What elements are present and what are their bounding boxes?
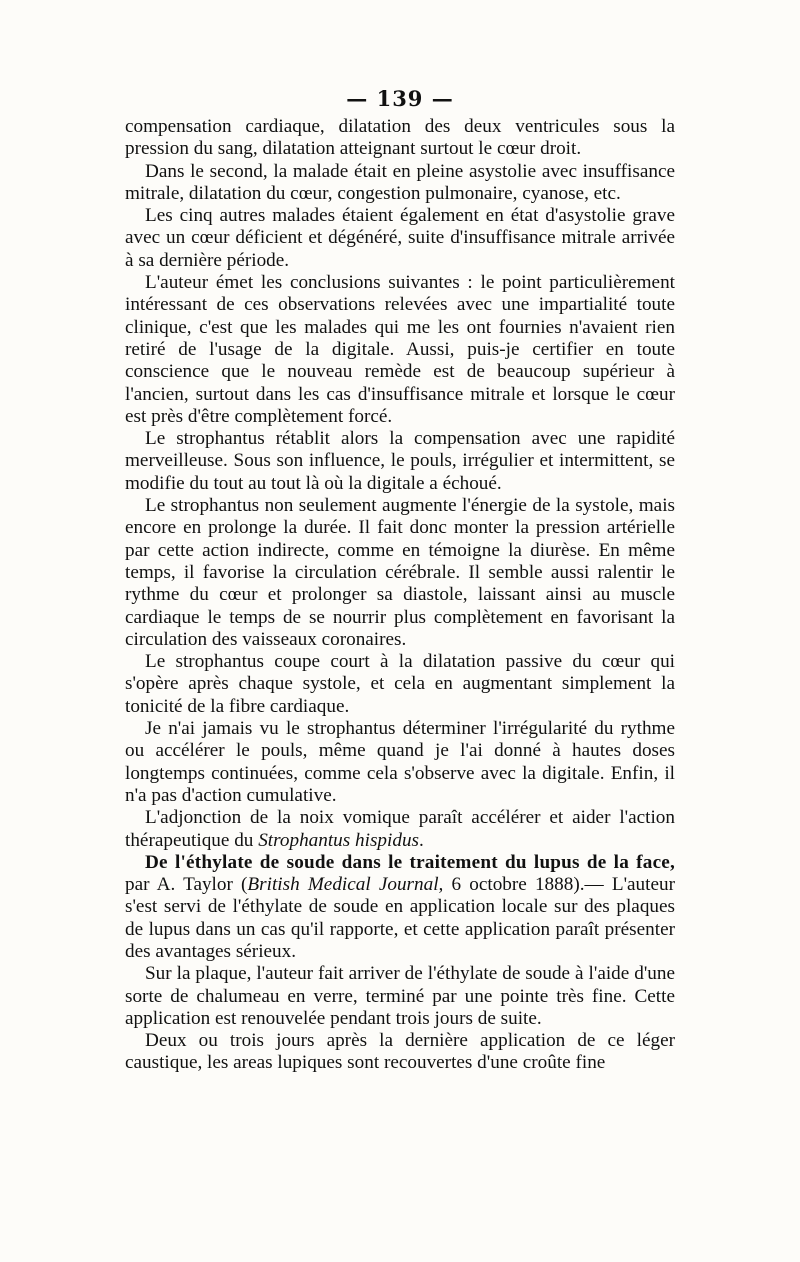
- paragraph-adjunction: [125, 807, 675, 852]
- paragraph: Dans le second, la malade était en pleine asystolie avec insuffisance mitrale, dilatation du cœur, congestion pulmonaire, cyanose, etc.: [125, 160, 675, 204]
- paragraph: Le strophantus non seulement augmente l'énergie de la systole, mais encore en prolonge la durée. Il fait donc monter la pression artérielle par cette action indirecte, comme en témoigne la diurèse. En même temps, il favorise la circulation cérébrale. Il semble aussi ralentir le rythme du cœur et prolonger sa diastole, laissant ainsi au muscle cardiaque le temps de se nourrir plus complètement en favorisant la circulation des vaisseaux coronaires.: [125, 495, 675, 650]
- paragraph: Sur la plaque, l'auteur fait arriver de l'éthylate de soude à l'aide d'une sorte de chalumeau en verre, terminé par une pointe très fine. Cette application est renouvelée pendant trois jours de suite.: [125, 963, 675, 1029]
- paragraph: Les cinq autres malades étaient également en état d'asystolie grave avec un cœur déficient et dégénéré, suite d'insuffisance mitrale arrivée à sa dernière période.: [125, 205, 675, 271]
- text-run: .: [419, 829, 424, 851]
- page-number: — 139 —: [346, 86, 454, 111]
- text-run: L'auteur s'est servi de l'éthylate de soude en application locale sur des plaques de lupus dans un cas qu'il rapporte, et cette application paraît présenter des avantages sérieux.: [125, 874, 675, 962]
- paragraph: L'auteur émet les conclusions suivantes : le point particulièrement intéressant de ces observations relevées avec une impartialité toute clinique, c'est que les malades qui me les ont fournies n'avaient rien retiré de l'usage de la digitale. Aussi, puis-je certifier en toute conscience que le nouveau remède est de beaucoup supérieur à l'ancien, surtout dans les cas d'insuffisance mitrale et lorsque le cœur est près d'être complètement forcé.: [125, 272, 675, 427]
- text-run: L'adjonction de la noix vomique paraît accélérer et aider l'action thérapeutique du: [125, 807, 675, 851]
- body-text: [125, 116, 675, 1075]
- section-paragraph: [125, 852, 675, 963]
- paragraph: Deux ou trois jours après la dernière application de ce léger caustique, les areas lupiques sont recouvertes d'une croûte fine: [125, 1030, 675, 1074]
- paragraph: compensation cardiaque, dilatation des deux ventricules sous la pression du sang, dilatation atteignant surtout le cœur droit.: [125, 116, 675, 160]
- species-name: Strophantus hispidus: [258, 829, 420, 851]
- section-title: De l'éthylate de soude dans le traitement du lupus de la face,: [145, 851, 675, 873]
- paragraph: Le strophantus rétablit alors la compensation avec une rapidité merveilleuse. Sous son influence, le pouls, irrégulier et intermittent, se modifie du tout au tout là où la digitale a échoué.: [125, 428, 675, 494]
- text-run: par A. Taylor (: [125, 874, 248, 896]
- paragraph: Le strophantus coupe court à la dilatation passive du cœur qui s'opère après chaque systole, et cela en augmentant simplement la tonicité de la fibre cardiaque.: [125, 651, 675, 717]
- paragraph: Je n'ai jamais vu le strophantus déterminer l'irrégularité du rythme ou accélérer le pouls, même quand je l'ai donné à hautes doses longtemps continuées, comme cela s'observe avec la digitale. Enfin, il n'a pas d'action cumulative.: [125, 718, 675, 806]
- journal-name: British Medical Journal,: [247, 874, 444, 896]
- text-run: 6 octobre 1888).—: [443, 874, 604, 896]
